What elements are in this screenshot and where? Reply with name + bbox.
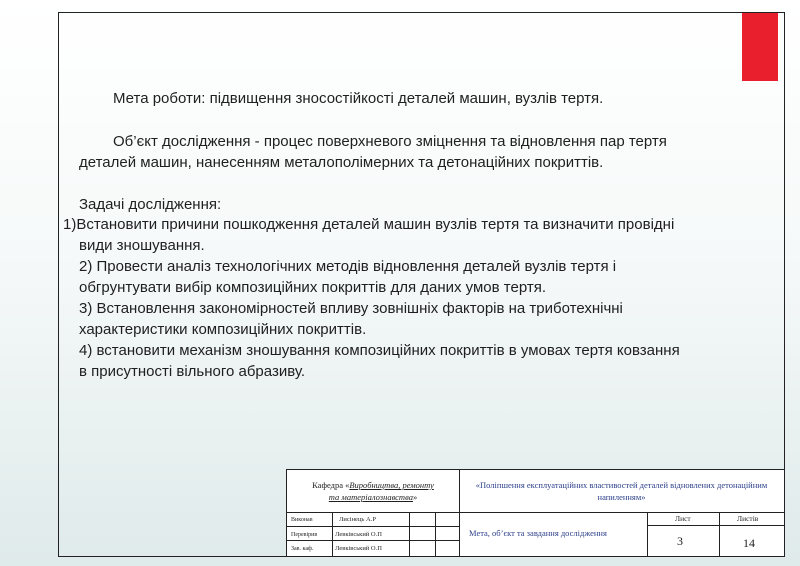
- title-block-divider: [287, 512, 784, 513]
- task-4-line-2: в присутності вільного абразиву.: [79, 363, 306, 380]
- title-block-divider: [287, 540, 459, 541]
- sheet-label: Лист: [675, 514, 691, 523]
- department-name-2: та матеріалознавства: [328, 492, 413, 502]
- title-block-divider: [647, 512, 648, 556]
- title-block-divider: [332, 512, 333, 556]
- title-block: [286, 469, 785, 557]
- department-cell: [291, 479, 455, 503]
- department-name-1: Виробництва, ремонту: [349, 480, 434, 490]
- row-1-role: Виконав: [291, 517, 313, 523]
- row-3-name: Левківський О.П: [335, 545, 382, 552]
- tasks-heading: Задачі дослідження:: [79, 196, 222, 213]
- title-block-divider: [719, 512, 720, 556]
- object-text-line-2: деталей машин, нанесенням металополімерних та детонаційних покриттів.: [79, 154, 604, 171]
- task-3-line-2: характеристики композиційних покриттів.: [79, 321, 367, 338]
- task-2-line-2: обгрунтувати вибір композиційних покриттів для даних умов тертя.: [79, 279, 546, 296]
- task-1-line-1: 1)Встановити причини пошкодження деталей машин вузлів тертя та визначити провідні: [63, 216, 675, 233]
- task-4-line-1: 4) встановити механізм зношування композиційних покриттів в умовах тертя ковзання: [79, 342, 680, 359]
- project-title: «Поліпшення експлуатаційних властивостей деталей відновлених детонаційним напиленням»: [475, 480, 768, 502]
- sheet-number: 3: [677, 534, 683, 548]
- title-block-divider: [459, 470, 460, 556]
- row-2-name: Левківський О.П: [335, 531, 382, 538]
- department-suffix: »: [412, 492, 418, 502]
- goal-text: Мета роботи: підвищення зносостійкості деталей машин, вузлів тертя.: [113, 90, 604, 107]
- sheets-total: 14: [743, 536, 755, 550]
- row-3-role: Зав. каф.: [291, 546, 314, 552]
- accent-bar: [742, 13, 778, 81]
- title-block-divider: [435, 512, 436, 556]
- task-1-line-2: види зношування.: [79, 237, 205, 254]
- sheet-subject: Мета, об’єкт та завдання дослідження: [469, 528, 607, 538]
- row-1-name: Лисінець А.Р: [339, 516, 376, 523]
- row-2-role: Перевірив: [291, 532, 318, 538]
- department-prefix: Кафедра «: [312, 480, 350, 490]
- title-block-divider: [409, 512, 410, 556]
- task-2-line-1: 2) Провести аналіз технологічних методів відновлення деталей вузлів тертя і: [79, 258, 617, 275]
- object-text-line-1: Об’єкт дослідження - процес поверхневого зміцнення та відновлення пар тертя: [113, 133, 667, 150]
- title-block-divider: [287, 526, 459, 527]
- title-block-divider: [647, 525, 784, 526]
- sheets-label: Листів: [737, 514, 759, 523]
- task-3-line-1: 3) Встановлення закономірностей впливу зовнішніх факторів на триботехнічні: [79, 300, 623, 317]
